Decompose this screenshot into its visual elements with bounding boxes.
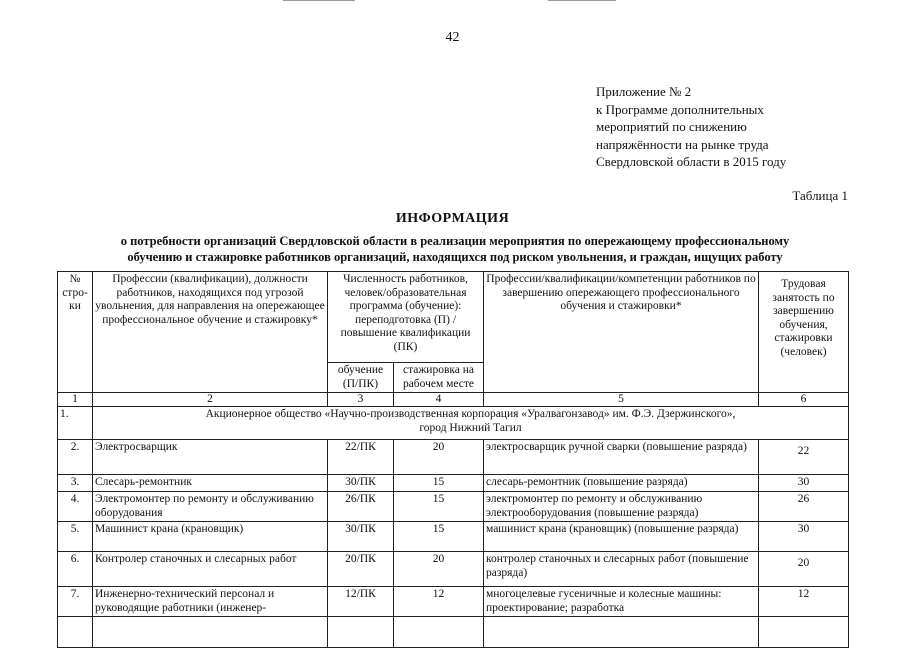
appendix-line: к Программе дополнительных: [596, 101, 764, 117]
page-number: 42: [445, 30, 460, 45]
table-row: [58, 492, 849, 522]
employment-cell: 26: [759, 492, 849, 522]
header-row: [58, 272, 849, 363]
employment-cell: 12: [759, 587, 849, 617]
table-row: [58, 440, 849, 475]
scan-edge-line-right: [548, 0, 616, 1]
table-row: [58, 522, 849, 552]
row-number: 4.: [58, 492, 93, 522]
employment-cell: 30: [759, 475, 849, 492]
header-headcount: Численность работников, человек/образовательная программа (обучение): переподготовка (П) /повышение квалификации (ПК): [328, 272, 484, 363]
document-title: ИНФОРМАЦИЯ: [395, 211, 510, 226]
internship-cell: 20: [394, 440, 484, 475]
header-training: обучение (П/ПК): [328, 363, 394, 393]
table-row: [58, 475, 849, 492]
document-subtitle: [40, 233, 870, 265]
header-result-profession: Профессии/квалификации/компетенции работников по завершению опережающего профессионального обучения и стажировки*: [484, 272, 759, 393]
result-cell: машинист крана (крановщик) (повышение разряда): [484, 522, 759, 552]
employment-cell: 30: [759, 522, 849, 552]
internship-cell: 15: [394, 475, 484, 492]
row-number: 7.: [58, 587, 93, 617]
column-number: 4: [394, 393, 484, 407]
training-cell: 20/ПК: [328, 552, 394, 587]
organization-name-line-2: город Нижний Тагил: [419, 421, 522, 434]
organization-name: [93, 407, 849, 440]
internship-cell: 20: [394, 552, 484, 587]
column-number: 3: [328, 393, 394, 407]
result-cell: электросварщик ручной сварки (повышение разряда): [484, 440, 759, 475]
organization-name-line-1: Акционерное общество «Научно-производственная корпорация «Уралвагонзавод» им. Ф.Э. Дзержинского»,: [205, 408, 736, 420]
result-cell: [484, 617, 759, 648]
profession-cell: Машинист крана (крановщик): [93, 522, 328, 552]
result-cell: контролер станочных и слесарных работ (повышение разряда): [484, 552, 759, 587]
column-number: 1: [58, 393, 93, 407]
profession-cell: Слесарь-ремонтник: [93, 475, 328, 492]
employment-cell: [759, 617, 849, 648]
training-cell: 26/ПК: [328, 492, 394, 522]
subtitle-line-2: обучению и стажировке работников организаций, находящихся под риском увольнения, и граждан, ищущих работу: [127, 250, 783, 264]
column-number: 6: [759, 393, 849, 407]
header-internship: стажировка на рабочем месте: [394, 363, 484, 393]
appendix-line: мероприятий по снижению: [596, 119, 747, 134]
column-number: 2: [93, 393, 328, 407]
organization-row: [58, 407, 849, 440]
row-number: 5.: [58, 522, 93, 552]
appendix-line: Приложение № 2: [596, 84, 692, 99]
training-cell: 30/ПК: [328, 475, 394, 492]
profession-cell: Контролер станочных и слесарных работ: [93, 552, 328, 587]
internship-cell: [394, 617, 484, 648]
row-number: 3.: [58, 475, 93, 492]
row-number: 6.: [58, 552, 93, 587]
column-number: 5: [484, 393, 759, 407]
internship-cell: 15: [394, 492, 484, 522]
result-cell: слесарь-ремонтник (повышение разряда): [484, 475, 759, 492]
profession-cell: Электросварщик: [93, 440, 328, 475]
column-number-row: [58, 393, 849, 407]
employment-cell: 22: [759, 440, 849, 475]
result-cell: электромонтер по ремонту и обслуживанию электрооборудования (повышение разряда): [484, 492, 759, 522]
result-cell: многоцелевые гусеничные и колесные машины: проектирование; разработка: [484, 587, 759, 617]
needs-table: [57, 271, 849, 648]
table-row: [58, 552, 849, 587]
header-profession: Профессии (квалификации), должности работников, находящихся под угрозой увольнения, для направления на опережающее профессиональное обучение и стажировку*: [93, 272, 328, 393]
row-number: [58, 617, 93, 648]
scan-edge-line-left: [283, 0, 355, 1]
training-cell: [328, 617, 394, 648]
employment-cell: 20: [759, 552, 849, 587]
table-row: [58, 587, 849, 617]
table-label: Таблица 1: [792, 188, 848, 203]
profession-cell: Инженерно-технический персонал и руководящие работники (инженер-: [93, 587, 328, 617]
appendix-line: Свердловской области в 2015 году: [596, 154, 787, 169]
row-number: 2.: [58, 440, 93, 475]
appendix-block: [596, 83, 786, 171]
training-cell: 12/ПК: [328, 587, 394, 617]
row-number: 1.: [58, 407, 93, 440]
training-cell: 30/ПК: [328, 522, 394, 552]
header-employment: Трудовая занятость по завершению обучения, стажировки (человек): [759, 272, 849, 393]
internship-cell: 12: [394, 587, 484, 617]
header-row-number: № стро-ки: [58, 272, 93, 393]
appendix-line: напряжённости на рынке труда: [596, 136, 769, 152]
subtitle-line-1: о потребности организаций Свердловской области в реализации мероприятия по опережающему профессиональному: [120, 234, 790, 248]
profession-cell: [93, 617, 328, 648]
table-row: [58, 617, 849, 648]
internship-cell: 15: [394, 522, 484, 552]
profession-cell: Электромонтер по ремонту и обслуживанию оборудования: [93, 492, 328, 522]
training-cell: 22/ПК: [328, 440, 394, 475]
